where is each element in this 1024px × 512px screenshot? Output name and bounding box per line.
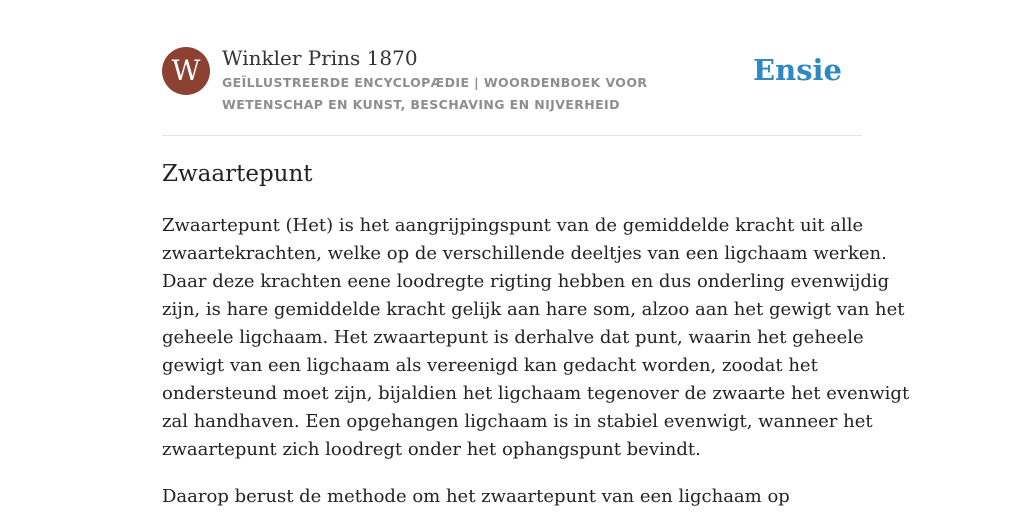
source-header [162, 46, 862, 136]
article-paragraph-1 [162, 212, 910, 464]
ensie-logo[interactable]: Ensie [753, 53, 842, 87]
header-divider [162, 135, 862, 136]
article-body [162, 212, 910, 512]
paragraph-line: zwaartekrachten, welke op de verschillende deeltjes van een ligchaam werken. [162, 243, 887, 264]
source-avatar[interactable]: W [162, 47, 210, 95]
source-title[interactable]: Winkler Prins 1870 [222, 46, 418, 70]
paragraph-line: zwaartepunt zich loodregt onder het ophangspunt bevindt. [162, 439, 701, 460]
paragraph-line: Daarop berust de methode om het zwaartepunt van een ligchaam op [162, 486, 790, 507]
paragraph-line: ondersteund moet zijn, bijaldien het ligchaam tegenover de zwaarte het evenwigt [162, 383, 910, 404]
paragraph-line: geheele ligchaam. Het zwaartepunt is derhalve dat punt, waarin het geheele [162, 327, 864, 348]
source-subtitle: GEÏLLUSTREERDE ENCYCLOPÆDIE | WOORDENBOEK VOOR WETENSCHAP EN KUNST, BESCHAVING EN NIJVERHEID [222, 75, 648, 112]
article-title: Zwaartepunt [162, 161, 313, 187]
article-paragraph-2 [162, 483, 862, 511]
paragraph-line: zijn, is hare gemiddelde kracht gelijk aan hare som, alzoo aan het gewigt van het [162, 299, 905, 320]
paragraph-line: Daar deze krachten eene loodregte rigting hebben en dus onderling evenwijdig [162, 271, 890, 292]
paragraph-line: Zwaartepunt (Het) is het aangrijpingspunt van de gemiddelde kracht uit alle [162, 215, 864, 236]
paragraph-line: zal handhaven. Een opgehangen ligchaam is in stabiel evenwigt, wanneer het [162, 411, 873, 432]
paragraph-line: gewigt van een ligchaam als vereenigd kan gedacht worden, zoodat het [162, 355, 818, 376]
